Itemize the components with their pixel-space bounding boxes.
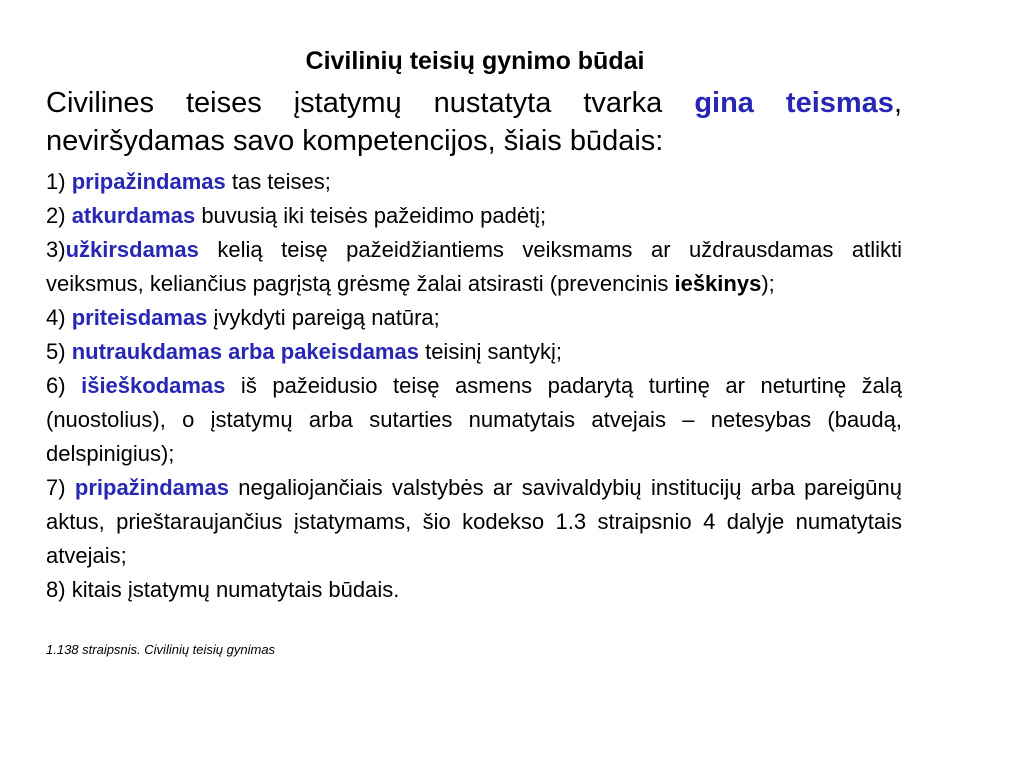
list-item-7 (46, 471, 902, 573)
item-number: 2) (46, 203, 72, 228)
list-item-3 (46, 233, 902, 301)
intro-text-after: , neviršydamas savo kompetencijos, šiais būdais: (46, 87, 902, 157)
intro-highlight: gina teismas (694, 87, 894, 119)
list-item-4 (46, 301, 902, 335)
item-text: negaliojančiais valstybės ar savivaldybių institucijų arba pareigūnų aktus, prieštaraujančius įstatymams, šio kodekso 1.3 straipsnio 4 dalyje numatytais atvejais; (46, 475, 902, 568)
item-text: iš pažeidusio teisę asmens padarytą turtinę ar neturtinę žalą (nuostolius), o įstatymų arba sutarties numatytais atvejais – netesybas (baudą, delspinigius); (46, 373, 902, 466)
item-text: teisinį santykį; (418, 339, 563, 364)
item-highlight: priteisdamas (71, 305, 208, 330)
item-highlight: atkurdamas (71, 203, 196, 228)
item-text-end: ); (761, 271, 775, 296)
list-item-2 (46, 199, 902, 233)
item-number: 4) (46, 305, 72, 330)
item-text: kitais įstatymų numatytais būdais. (71, 577, 400, 602)
item-bold-term: ieškinys (674, 271, 762, 296)
list-item-8 (46, 573, 902, 607)
item-number: 5) (46, 339, 72, 364)
item-highlight: nutraukdamas arba pakeisdamas (71, 339, 419, 364)
item-text: tas teises; (225, 169, 331, 194)
item-highlight: išieškodamas (81, 373, 226, 398)
item-number: 1) (46, 169, 72, 194)
intro-paragraph (46, 84, 902, 160)
item-number: 6) (46, 373, 82, 398)
intro-text-before: Civilines teises įstatymų nustatyta tvarka (46, 87, 695, 119)
item-text: buvusią iki teisės pažeidimo padėtį; (195, 203, 547, 228)
remedies-list (46, 165, 902, 607)
item-highlight: užkirsdamas (65, 237, 199, 262)
item-text: kelią teisę pažeidžiantiems veiksmams ar uždrausdamas atlikti veiksmus, keliančius pagrįstą grėsmę žalai atsirasti (prevencinis (46, 237, 902, 296)
list-item-6 (46, 369, 902, 471)
list-item-5 (46, 335, 902, 369)
item-number: 7) (46, 475, 75, 500)
item-text: įvykdyti pareigą natūra; (207, 305, 440, 330)
item-highlight: pripažindamas (71, 169, 226, 194)
slide-title: Civilinių teisių gynimo būdai (305, 47, 645, 75)
item-number: 8) (46, 577, 72, 602)
source-citation: 1.138 straipsnis. Civilinių teisių gynimas (46, 642, 276, 657)
item-highlight: pripažindamas (74, 475, 229, 500)
list-item-1 (46, 165, 902, 199)
item-number: 3) (46, 237, 66, 262)
